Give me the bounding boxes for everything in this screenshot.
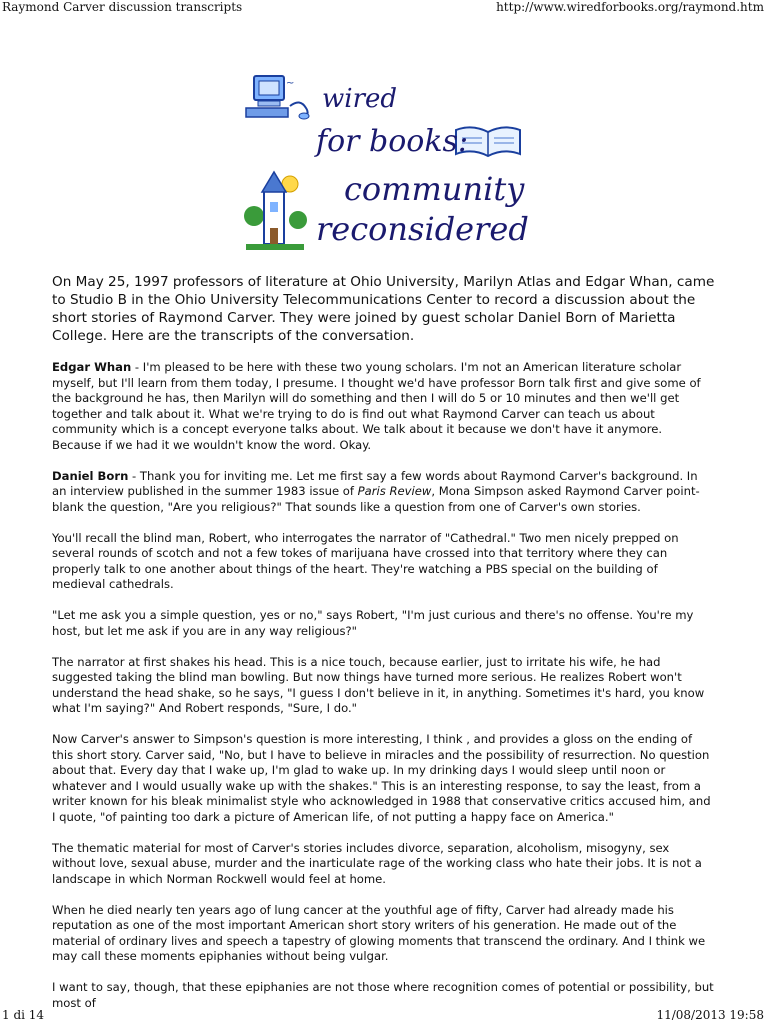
italic-title: Paris Review [357, 484, 432, 498]
logo-line-for-books: for books: [316, 124, 469, 159]
svg-text:~: ~ [286, 78, 295, 89]
page-title: Raymond Carver discussion transcripts [2, 0, 243, 14]
print-datetime: 11/08/2013 19:58 [656, 1008, 764, 1022]
paragraph-text: - I'm pleased to be here with these two young scholars. I'm not an American literature scholar myself, but I'll learn from them today, I presume. I thought we'd have professor Born talk first and give some of the background he has, then Marilyn will do something and then I will do 5 or 10 minutes and then we'll get together and talk about it. What we're trying to do is find out what Raymond Carver can teach us about community which is a concept everyone talks about. We talk about it because we don't have it anymore. Because if we had it we wouldn't know the word. Okay. [52, 360, 701, 452]
print-footer [0, 1004, 768, 1024]
logo-line-community: community [344, 170, 525, 208]
paragraph: "Let me ask you a simple question, yes or no," says Robert, "I'm just curious and there's no offense. You're my host, but let me ask if you are in any way religious?" [52, 608, 694, 638]
paragraph: I want to say, though, that these epiphanies are not those where recognition comes of potential or possibility, but most of [52, 980, 714, 1010]
wired-for-books-logo [230, 64, 530, 254]
speaker-name: Daniel Born [52, 468, 129, 483]
paragraph-text: , Mona Simpson asked Raymond Carver point-blank the question, "Are you religious?" That sounds like a question from one of Carver's own stories. [52, 484, 700, 514]
transcript-body [52, 360, 714, 1027]
paragraph-text: - Thank you for inviting me. Let me first say a few words about Raymond Carver's background. In an interview published in the summer 1983 issue of [52, 468, 698, 498]
print-header [0, 0, 768, 18]
paragraph: Now Carver's answer to Simpson's question is more interesting, I think , and provides a gloss on the ending of this short story. Carver said, "No, but I have to believe in miracles and the possibility of resurrection. No question about that. Every day that I wake up, I'm glad to wake up. In my drinking days I would sleep until noon or whatever and I would usually wake up with the shakes." This is an interesting response, to say the least, from a writer known for his bleak minimalist style who acknowledged in 1988 that conservative critics accused him, and I quote, "of painting too dark a picture of American life, of not putting a happy face on America." [52, 732, 711, 824]
intro-paragraph: On May 25, 1997 professors of literature at Ohio University, Marilyn Atlas and Edgar Whan, came to Studio B in the Ohio University Telecommunications Center to record a discussion about the short stories of Raymond Carver. They were joined by guest scholar Daniel Born of Marietta College. Here are the transcripts of the conversation. [52, 274, 715, 344]
paragraph: The narrator at first shakes his head. This is a nice touch, because earlier, just to irritate his wife, he had suggested taking the blind man bowling. But now things have turned more serious. He realizes Robert won't understand the head shake, so he says, "I guess I don't believe in it, in anything. Sometimes it's hard, you know what I'm saying?" And Robert responds, "Sure, I do." [52, 654, 705, 715]
paragraph-edgar-whan [52, 360, 714, 453]
computer-icon [240, 72, 318, 122]
paragraph-daniel-born [52, 469, 714, 516]
paragraph: You'll recall the blind man, Robert, who interrogates the narrator of "Cathedral." Two men nicely prepped on several rounds of scotch and not a few tokes of marijuana have crossed into that territory where they can properly talk to one another about things of the heart. They're watching a PBS special on the building of medieval cathedrals. [52, 530, 679, 591]
paragraph: The thematic material for most of Carver's stories includes divorce, separation, alcoholism, misogyny, sex without love, sexual abuse, murder and the inarticulate rage of the working class who hate their jobs. It is not a landscape in which Norman Rockwell would feel at home. [52, 840, 702, 886]
logo-line-reconsidered: reconsidered [316, 210, 529, 248]
paragraph: When he died nearly ten years ago of lung cancer at the youthful age of fifty, Carver had already made his reputation as one of the most important American short story writers of his generation. He made out of the material of ordinary lives and speech a tapestry of glowing moments that transcend the ordinary. And I think we may call these moments epiphanies without being vulgar. [52, 902, 706, 963]
logo-line-wired: wired [322, 84, 398, 114]
page-number: 1 di 14 [2, 1008, 45, 1022]
church-icon [242, 168, 308, 254]
speaker-name: Edgar Whan [52, 360, 132, 374]
page-url: http://www.wiredforbooks.org/raymond.htm [496, 0, 764, 14]
